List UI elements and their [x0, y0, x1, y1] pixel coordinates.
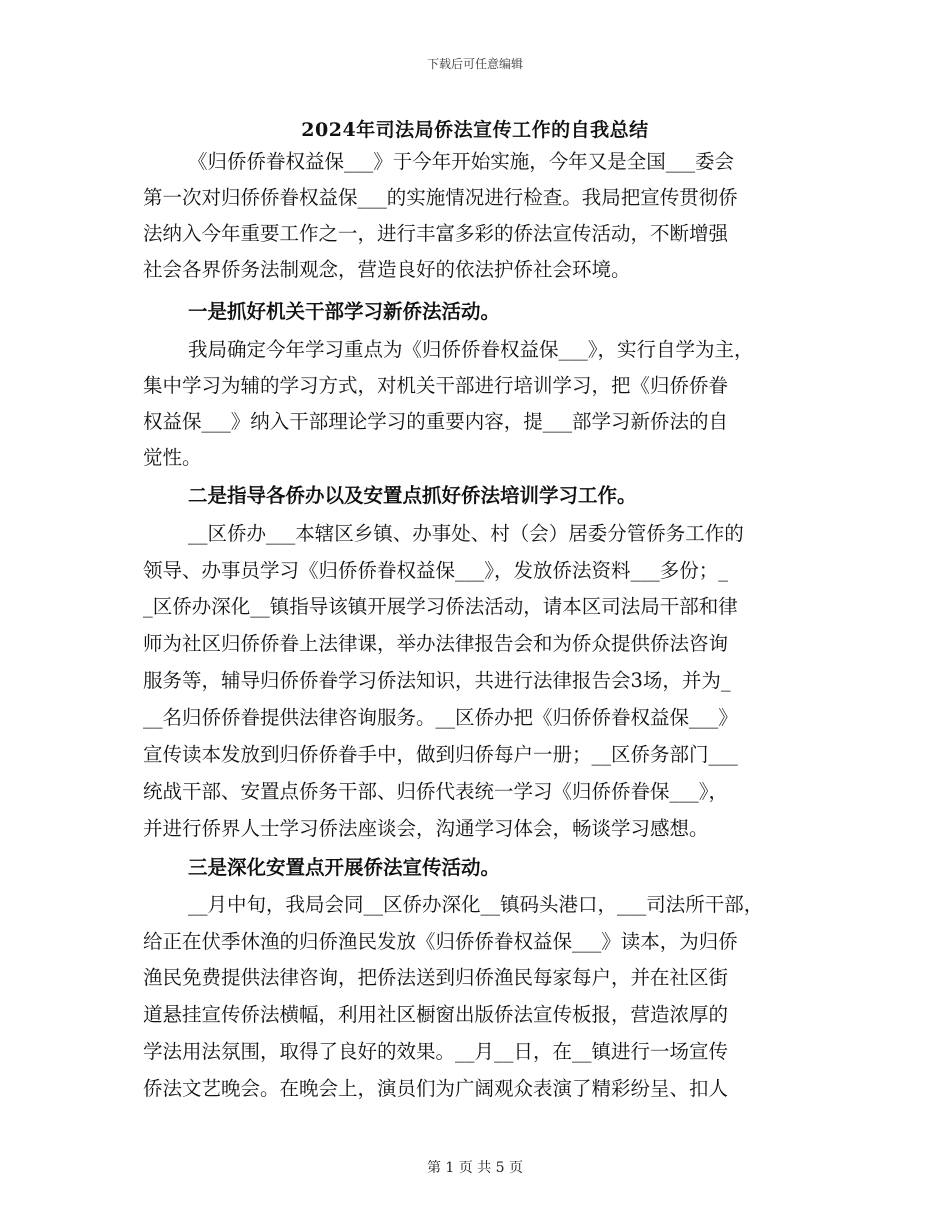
body-line: 第一次对归侨侨眷权益保___的实施情况进行检查。我局把宣传贯彻侨 [143, 186, 738, 209]
section-heading: 一是抓好机关干部学习新侨法活动。 [188, 300, 501, 323]
header-note: 下载后可任意编辑 [426, 57, 523, 71]
body-line: 服务等，辅导归侨侨眷学习侨法知识，共进行法律报告会3场，并为_ [143, 669, 731, 692]
body-line: 学法用法氛围，取得了良好的效果。__月__日，在__镇进行一场宣传 [143, 1040, 729, 1063]
body-line: 宣传读本发放到归侨侨眷手中，做到归侨每户一册；__区侨务部门___ [143, 743, 738, 766]
body-line: 师为社区归侨侨眷上法律课，举办法律报告会和为侨众提供侨法咨询 [143, 632, 729, 655]
document-title: 2024年司法局侨法宣传工作的自我总结 [301, 119, 649, 141]
body-line: __名归侨侨眷提供法律咨询服务。__区侨办把《归侨侨眷权益保___》 [143, 706, 738, 729]
section-heading: 二是指导各侨办以及安置点抓好侨法培训学习工作。 [188, 484, 637, 507]
body-line: 我局确定今年学习重点为《归侨侨眷权益保___》，实行自学为主， [188, 338, 754, 361]
body-line: 《归侨侨眷权益保___》于今年开始实施，今年又是全国___委会 [188, 150, 735, 173]
section-heading: 三是深化安置点开展侨法宣传活动。 [188, 856, 501, 879]
body-line: 社会各界侨务法制观念，营造良好的依法护侨社会环境。 [143, 258, 631, 281]
body-line: 给正在伏季休渔的归侨渔民发放《归侨侨眷权益保___》读本，为归侨 [143, 930, 738, 953]
body-line: __区侨办___本辖区乡镇、办事处、村（会）居委分管侨务工作的 [188, 522, 744, 545]
body-line: 统战干部、安置点侨务干部、归侨代表统一学习《归侨侨眷保___》， [143, 780, 729, 803]
body-line: 法纳入今年重要工作之一，进行丰富多彩的侨法宣传活动，不断增强 [143, 222, 729, 245]
body-line: 领导、办事员学习《归侨侨眷权益保___》，发放侨法资料___多份；_ [143, 559, 729, 582]
body-line: 集中学习为辅的学习方式，对机关干部进行培训学习，把《归侨侨眷 [143, 374, 729, 397]
body-line: __月中旬，我局会同__区侨办深化__镇码头港口，___司法所干部， [188, 893, 764, 916]
body-line: 道悬挂宣传侨法横幅，利用社区橱窗出版侨法宣传板报，营造浓厚的 [143, 1003, 729, 1026]
page-footer: 第 1 页 共 5 页 [426, 1160, 524, 1176]
body-line: 觉性。 [143, 446, 202, 469]
body-line: _区侨办深化__镇指导该镇开展学习侨法活动，请本区司法局干部和律 [143, 595, 738, 618]
body-line: 并进行侨界人士学习侨法座谈会，沟通学习体会，畅谈学习感想。 [143, 817, 709, 840]
body-line: 侨法文艺晚会。在晚会上，演员们为广阔观众表演了精彩纷呈、扣人 [143, 1077, 729, 1100]
body-line: 权益保___》纳入干部理论学习的重要内容，提___部学习新侨法的自 [143, 410, 729, 433]
body-line: 渔民免费提供法律咨询，把侨法送到归侨渔民每家每户，并在社区街 [143, 966, 729, 989]
